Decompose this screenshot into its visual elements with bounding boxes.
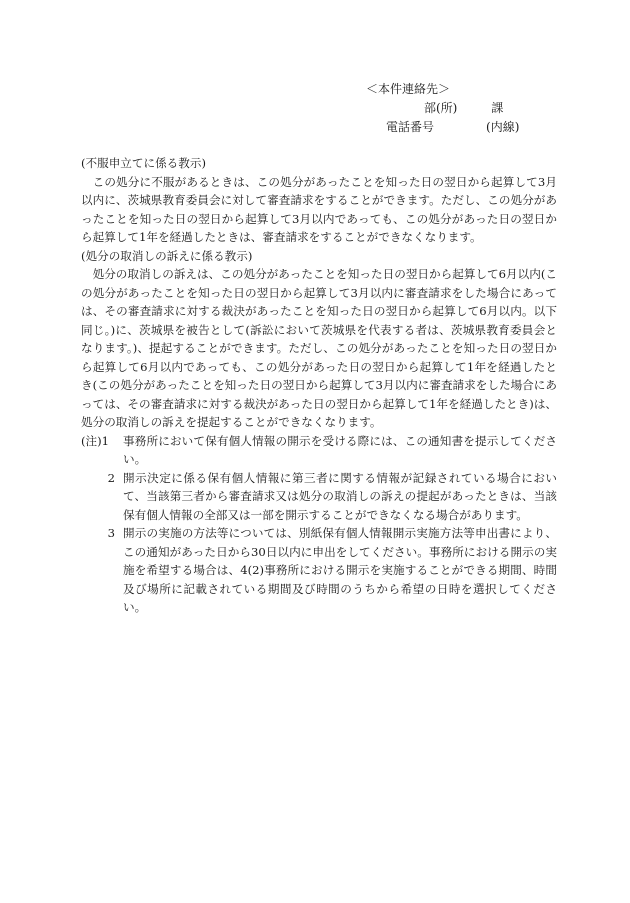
phone-label: 電話番号	[386, 120, 435, 134]
document-body	[81, 154, 557, 617]
contact-block	[360, 80, 560, 137]
contact-department-row	[360, 99, 560, 118]
contact-title: ＜本件連絡先＞	[366, 82, 451, 96]
contact-phone-row	[360, 118, 560, 137]
note-item-2	[81, 469, 557, 525]
revocation-paragraph: 処分の取消しの訴えは、この処分があったことを知った日の翌日から起算して6月以内(この処分があったことを知った日の翌日から起算して3月以内に審査請求をした場合にあっては、その審査請求に対する裁決があったことを知った日の翌日から起算して6月以内。以下同じ。)に、茨城県を被告として(訴訟において茨城県を代表する者は、茨城県教育委員会となります。)、提起することができます。ただし、この処分があったことを知った日の翌日から起算して6月以内であっても、この処分があった日の翌日から起算して1年を経過したとき(この処分があったことを知った日の翌日から起算して3月以内に審査請求をした場合にあっては、その審査請求に対する裁決があった日の翌日から起算して1年を経過したとき)は、処分の取消しの訴えを提起することができなくなります。	[81, 267, 557, 429]
notes-label: (注)1	[81, 433, 110, 448]
objection-paragraph: この処分に不服があるときは、この処分があったことを知った日の翌日から起算して3月以内に、茨城県教育委員会に対して審査請求をすることができます。ただし、この処分があったことを知った日の翌日から起算して3月以内であっても、この処分があった日の翌日から起算して1年を経過したときは、審査請求をすることができなくなります。	[81, 174, 557, 244]
note-number: 3	[107, 526, 115, 540]
note-item-3	[81, 524, 557, 617]
extension-label: (内線)	[486, 120, 520, 134]
note-text: 開示の実施の方法等については、別紙保有個人情報開示実施方法等申出書により、この通知があった日から30日以内に申出をしてください。事務所における開示の実施を希望する場合は、4(2)事務所における開示を実施することができる期間、時間及び場所に記載されている期間及び時間のうちから希望の日時を選択してください。	[123, 526, 557, 614]
note-text: 開示決定に係る保有個人情報に第三者に関する情報が記録されている場合において、当該第三者から審査請求又は処分の取消しの訴えの提起があったときは、当該保有個人情報の全部又は一部を開示することができなくなる場合があります。	[123, 470, 557, 522]
revocation-heading: (処分の取消しの訴えに係る教示)	[81, 248, 253, 263]
note-number: 1	[101, 433, 110, 448]
department-label: 部(所)	[424, 101, 458, 115]
note-number: 2	[107, 470, 115, 485]
note-item-1	[81, 432, 557, 469]
objection-heading: (不服申立てに係る教示)	[81, 156, 206, 170]
section-label: 課	[491, 101, 504, 115]
note-text: 事務所において保有個人情報の開示を受ける際には、この通知書を提示してください。	[123, 433, 557, 466]
